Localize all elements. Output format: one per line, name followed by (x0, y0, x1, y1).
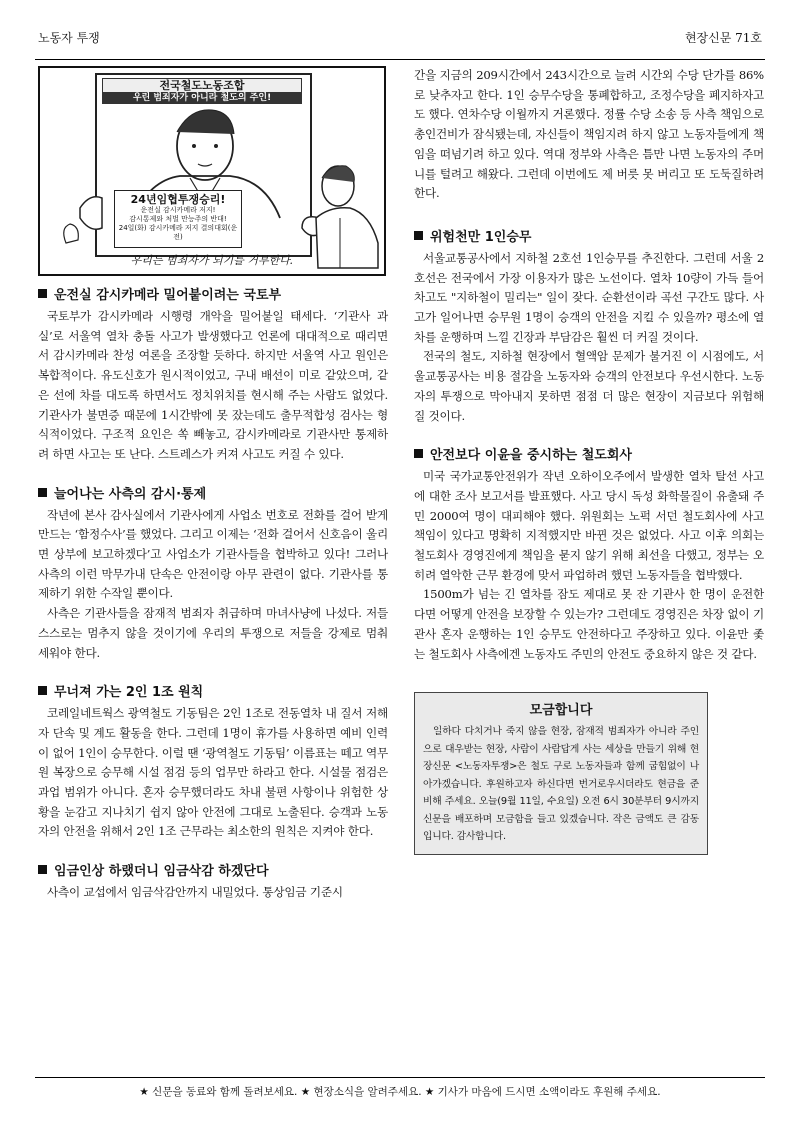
article-wage-cut (38, 860, 388, 903)
article-paragraph: 사측은 기관사들을 잠재적 범죄자 취급하며 마녀사냥에 나섰다. 저들 스스로는 멈추지 않을 것이기에 우리의 투쟁으로 저들을 강제로 멈춰 세워야 한다. (38, 606, 388, 660)
header-section-name: 노동자 투쟁 (38, 31, 100, 45)
article-cctv (38, 284, 388, 465)
article-title: 임금인상 하랬더니 임금삭감 하겠단다 (54, 864, 269, 880)
article-title: 운전실 감시카메라 밀어붙이려는 국토부 (54, 288, 282, 303)
article-paragraph: 미국 국가교통안전위가 작년 오하이오주에서 발생한 열차 탈선 사고에 대한 조사 보고서를 발표했다. 사고 당시 독성 화학물질이 유출돼 주민 2000여 명이 대피해야 했다. 위원회는 노퍽 서던 철도회사에 사고 책임이 있다고 명확히 지적했지만 바뀐 것은 없었다. 사고 이후 의회는 철도회사 경영진에게 책임을 묻지 않기 위해 최선을 다했고, 정부는 오히려 열악한 근무 환경에 맞서 파업하려 했던 노동자들을 협박했다. (414, 469, 764, 582)
bullet-square-icon (38, 289, 47, 298)
footer-notice: ★ 신문을 동료와 함께 돌려보세요. ★ 현장소식을 알려주세요. ★ 기사가 마음에 드시면 소액이라도 후원해 주세요. (139, 1086, 661, 1098)
bullet-square-icon (38, 686, 47, 695)
right-column (414, 66, 764, 855)
protest-sign-line: 운전실 감시카메라 저지! (140, 206, 216, 214)
article-paragraph: 서울교통공사에서 지하철 2호선 1인승무를 추진한다. 그런데 서울 2호선은 전국에서 가장 이용자가 많은 노선이다. 열차 10량이 가득 들어차고도 "지하철이 밀리는" 일이 잦다. 순환선이라 곡선 구간도 많다. 사고가 일어나면 승무원 1명이 승객의 안전을 지킬 수 있을까? 평소에 열차를 운행하며 느낄 긴장과 부담감은 훨씬 더 커질 것이다. (414, 250, 764, 344)
article-one-person-operation (414, 226, 764, 426)
article-surveillance (38, 483, 388, 664)
article-two-person-rule (38, 681, 388, 842)
header-divider (35, 59, 765, 60)
donation-text: 일하다 다치거나 죽지 않을 현장, 잠재적 범죄자가 아니라 주인으로 대우받는 현장, 사람이 사람답게 사는 세상을 만들기 위해 현장신문 <노동자투쟁>은 철도 구로 노동자들과 함께 굽힘없이 나아가겠습니다. 후원하고자 하신다면 번거로우시더라도 현금을 준비해 주세요. 오늘(9월 11일, 수요일) 오전 6시 30분부터 9시까지 신문을 배포하며 모금함을 들고 있겠습니다. 작은 금액도 큰 감동입니다. 감사합니다. (423, 726, 699, 843)
protest-sign-headline: 24년임협투쟁승리! (130, 193, 226, 206)
protest-sign (114, 190, 242, 248)
page-header (38, 26, 762, 46)
article-title: 무너져 가는 2인 1조 원칙 (54, 685, 204, 701)
union-banner-title: 전국철도노동조합 (159, 79, 245, 92)
article-paragraph: 간을 지금의 209시간에서 243시간으로 늘려 시간외 수당 단가를 86%로 낮추자고 한다. 1인 승무수당을 통폐합하고, 조정수당을 폐지하자고도 했다. 연차수당 이월까지 거론했다. 정률 수당 소송 등 사측 책임으로 총인건비가 잠식됐는데, 자신들이 책임지려 하지 않고 노동자들에게 책임을 떠넘기려 하고 있다. 역대 정부와 사측은 틈만 나면 노동자의 주머니를 털려고 해왔다. 그런데 이번에도 제 버릇 못 버리고 또 도둑질하려 한다. (414, 68, 764, 201)
article-paragraph: 전국의 철도, 지하철 현장에서 혈액암 문제가 불거진 이 시점에도, 서울교통공사는 비용 절감을 노동자와 승객의 안전보다 우선시한다. 노동자의 투쟁으로 막아내지 못하면 점점 더 많은 현장이 지금보다 위험해질 것이다. (414, 349, 764, 423)
article-paragraph: 국토부가 감시카메라 시행령 개악을 밀어붙일 태세다. ‘기관사 과실’로 서울역 열차 충돌 사고가 발생했다고 언론에 대대적으로 때리면서 감시카메라 찬성 여론을 조장할 듯하다. 하지만 서울역 사고 원인은 복합적이다. 유도신호가 원시적이었고, 구내 배선이 미로 같았으며, 같은 선에 차를 대도록 하면서도 정치위치를 현시해 주는 사람도 없었다. 기관사가 불면증 때문에 1시간밖에 못 잤는데도 출무적합성 검사는 형식적이었다. 구조적 요인은 쏙 빼놓고, 감시카메라로 기관사만 통제하려 하면 사고는 또 난다. 스트레스가 커져 사고도 커질 수 있다. (38, 309, 388, 461)
article-paragraph: 사측이 교섭에서 임금삭감안까지 내밀었다. 통상임금 기준시 (47, 885, 343, 900)
donation-title: 모금합니다 (529, 703, 593, 719)
left-column (38, 66, 388, 921)
article-title: 안전보다 이윤을 중시하는 철도회사 (430, 448, 632, 464)
article-wage-cut-continued (414, 66, 764, 204)
bullet-square-icon (38, 865, 47, 874)
bullet-square-icon (38, 488, 47, 497)
article-title: 위험천만 1인승무 (430, 229, 532, 245)
illustration-caption: 우리는 범죄자가 되기를 거부한다. (130, 254, 294, 267)
footer-divider (35, 1077, 765, 1078)
donation-box (414, 692, 708, 855)
article-paragraph: 1500m가 넘는 긴 열차를 잠도 제대로 못 잔 기관사 한 명이 운전한다면 어떻게 안전을 보장할 수 있는가? 그런데도 경영진은 차장 없이 기관사 혼자 운행하는 1인 승무도 안전하다고 주장하고 있다. 이윤만 좇는 철도회사 사측에겐 노동자도 주민의 안전도 중요하지 않은 것 같다. (414, 587, 764, 661)
bullet-square-icon (414, 449, 423, 458)
bullet-square-icon (414, 231, 423, 240)
protest-sign-line: 24일(화) 감시카메라 저지 결의대회(운전) (118, 224, 238, 241)
header-issue-number: 현장신문 71호 (684, 31, 762, 45)
protest-sign-line: 감시통제와 처벌 만능주의 반대! (129, 215, 227, 223)
union-banner-slogan: 우린 범죄자가 아니라 철도의 주인! (103, 92, 301, 104)
article-title: 늘어나는 사측의 감시·통제 (54, 486, 207, 502)
protest-illustration (38, 66, 386, 276)
article-paragraph: 코레일네트웍스 광역철도 기동팀은 2인 1조로 전동열차 내 질서 저해자 단속 및 계도 활동을 한다. 그런데 1명이 휴가를 사용하면 예비 인력이 없어 1인이 승무한다. 이럴 땐 ‘광역철도 기동팀’ 이름표는 떼고 역무원 복장으로 승무해 시설 점검 등의 업무만 하라고 한다. 시설물 점검은 과업 범위가 아니다. 혼자 승무했더라도 차내 불편 사항이나 위험한 상황을 눈감고 지나치기 쉽지 않아 안전에 그대로 노출된다. 승객과 노동자의 안전을 위해서 2인 1조 근무라는 최소한의 원칙은 지켜야 한다. (38, 706, 388, 839)
article-profit-over-safety (414, 444, 764, 664)
article-paragraph: 작년에 본사 감사실에서 기관사에게 사업소 번호로 전화를 걸어 받게 만드는 ‘함정수사’를 했었다. 그리고 이제는 ‘전화 걸어서 신호음이 울리면 상부에 보고하겠다’고 사업소가 기관사들을 협박하고 있다! 그러나 사측의 이런 막무가내 단속은 안전이랑 아무 관련이 없다. 기관사를 통제하기 위한 수작일 뿐이다. (38, 507, 388, 601)
union-banner (102, 78, 302, 104)
